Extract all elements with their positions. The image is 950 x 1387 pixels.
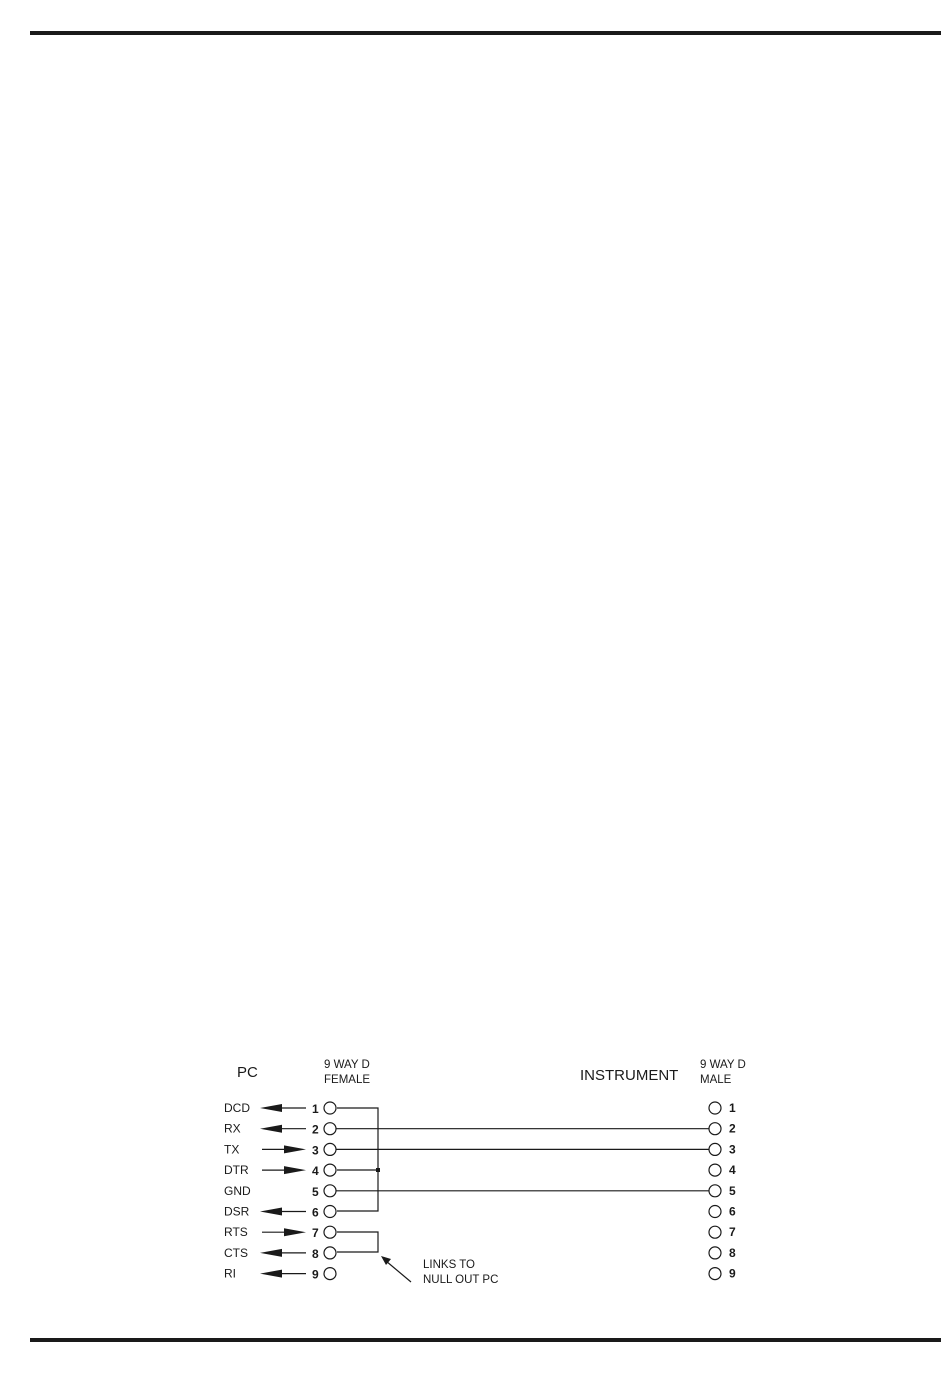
pc-pin-9-signal-label: RI bbox=[224, 1266, 236, 1281]
instrument-pin-6-row bbox=[709, 1205, 736, 1219]
pc-pin-4-number: 4 bbox=[312, 1164, 319, 1179]
pc-pin-8-arrow-in-head bbox=[260, 1249, 282, 1257]
instrument-pin-7-row bbox=[709, 1225, 736, 1239]
pc-pin-6-terminal bbox=[324, 1206, 336, 1218]
link-dcd-dtr-dsr bbox=[337, 1108, 378, 1211]
straight-wires bbox=[336, 1129, 709, 1191]
pc-pin-8-number: 8 bbox=[312, 1246, 319, 1261]
pc-pin-8-terminal bbox=[324, 1247, 336, 1259]
pc-pin-9-terminal bbox=[324, 1268, 336, 1280]
instrument-pin-8-terminal bbox=[709, 1247, 721, 1259]
pc-pin-3-signal-label: TX bbox=[224, 1142, 240, 1157]
pc-connector-line1: 9 WAY D bbox=[324, 1059, 370, 1071]
pc-pin-2-arrow-in-head bbox=[260, 1125, 282, 1133]
pc-pin-rows bbox=[224, 1101, 336, 1282]
pc-pin-1-arrow-in-head bbox=[260, 1104, 282, 1112]
instrument-pin-6-terminal bbox=[709, 1206, 721, 1218]
pc-pin-4-signal-label: DTR bbox=[224, 1163, 249, 1178]
pc-loopback-links bbox=[337, 1108, 411, 1282]
pc-pin-7-terminal bbox=[324, 1226, 336, 1238]
pc-pin-7-number: 7 bbox=[312, 1226, 319, 1241]
pc-pin-1-terminal bbox=[324, 1102, 336, 1114]
pc-pin-1-signal-label: DCD bbox=[224, 1101, 250, 1115]
instrument-pin-9-row bbox=[709, 1267, 736, 1281]
link-rts-cts bbox=[337, 1232, 378, 1252]
pc-pin-3-terminal bbox=[324, 1143, 336, 1155]
instrument-pin-4-row bbox=[709, 1163, 736, 1177]
instrument-pin-3-number: 3 bbox=[729, 1142, 736, 1157]
pc-pin-7-arrow-out-head bbox=[284, 1228, 306, 1236]
pc-pin-2-terminal bbox=[324, 1123, 336, 1135]
instrument-pin-9-number: 9 bbox=[729, 1266, 736, 1281]
links-note-line2: NULL OUT PC bbox=[423, 1274, 499, 1286]
pc-pin-9-number: 9 bbox=[312, 1267, 319, 1282]
pc-pin-2-signal-label: RX bbox=[224, 1121, 241, 1136]
instrument-pin-2-number: 2 bbox=[729, 1121, 736, 1136]
pc-title: PC bbox=[237, 1064, 258, 1081]
pc-pin-9-arrow-in-head bbox=[260, 1270, 282, 1278]
bottom-rule bbox=[30, 1338, 941, 1342]
instrument-pin-5-terminal bbox=[709, 1185, 721, 1197]
instrument-pin-9-terminal bbox=[709, 1268, 721, 1280]
pc-pin-3-arrow-out-head bbox=[284, 1145, 306, 1153]
instrument-pin-2-row bbox=[709, 1122, 736, 1136]
instrument-connector-line1: 9 WAY D bbox=[700, 1059, 746, 1071]
pc-pin-4-arrow-out-head bbox=[284, 1166, 306, 1174]
pc-connector-line2: FEMALE bbox=[324, 1074, 371, 1086]
pc-pin-9-row bbox=[224, 1267, 336, 1282]
links-note-line1: LINKS TO bbox=[423, 1259, 475, 1271]
pc-pin-2-row bbox=[224, 1122, 336, 1137]
pc-pin-3-number: 3 bbox=[312, 1143, 319, 1158]
instrument-pin-7-terminal bbox=[709, 1226, 721, 1238]
pc-pin-2-number: 2 bbox=[312, 1122, 319, 1137]
pc-pin-6-signal-label: DSR bbox=[224, 1204, 250, 1219]
instrument-pin-3-row bbox=[709, 1142, 736, 1156]
pc-pin-7-row bbox=[224, 1225, 336, 1240]
pc-pin-4-terminal bbox=[324, 1164, 336, 1176]
instrument-pin-8-row bbox=[709, 1246, 736, 1260]
pc-pin-7-signal-label: RTS bbox=[224, 1225, 248, 1240]
link-junction-dot bbox=[376, 1168, 380, 1172]
instrument-pin-1-number: 1 bbox=[729, 1101, 736, 1115]
instrument-pin-6-number: 6 bbox=[729, 1204, 736, 1219]
pc-pin-4-row bbox=[224, 1163, 336, 1178]
instrument-pin-4-number: 4 bbox=[729, 1163, 736, 1178]
pc-pin-8-signal-label: CTS bbox=[224, 1245, 248, 1260]
instrument-pin-3-terminal bbox=[709, 1143, 721, 1155]
pc-pin-1-row bbox=[224, 1101, 336, 1116]
instrument-pin-7-number: 7 bbox=[729, 1225, 736, 1240]
instrument-pin-rows bbox=[709, 1101, 736, 1281]
instrument-connector-line2: MALE bbox=[700, 1074, 732, 1086]
pc-pin-6-arrow-in-head bbox=[260, 1208, 282, 1216]
pc-pin-5-number: 5 bbox=[312, 1184, 319, 1199]
links-pointer-line bbox=[386, 1261, 411, 1282]
instrument-pin-2-terminal bbox=[709, 1123, 721, 1135]
pc-pin-1-number: 1 bbox=[312, 1102, 319, 1116]
pc-pin-5-row bbox=[224, 1184, 336, 1199]
instrument-title: INSTRUMENT bbox=[580, 1067, 679, 1084]
instrument-pin-4-terminal bbox=[709, 1164, 721, 1176]
pc-pin-3-row bbox=[224, 1142, 336, 1157]
pc-pin-5-signal-label: GND bbox=[224, 1183, 251, 1198]
pc-pin-8-row bbox=[224, 1246, 336, 1261]
instrument-pin-1-terminal bbox=[709, 1102, 721, 1114]
pc-pin-5-terminal bbox=[324, 1185, 336, 1197]
instrument-pin-5-row bbox=[709, 1184, 736, 1198]
instrument-pin-1-row bbox=[709, 1101, 736, 1115]
instrument-pin-8-number: 8 bbox=[729, 1245, 736, 1260]
pc-pin-6-row bbox=[224, 1205, 336, 1220]
instrument-pin-5-number: 5 bbox=[729, 1183, 736, 1198]
pc-pin-6-number: 6 bbox=[312, 1205, 319, 1220]
